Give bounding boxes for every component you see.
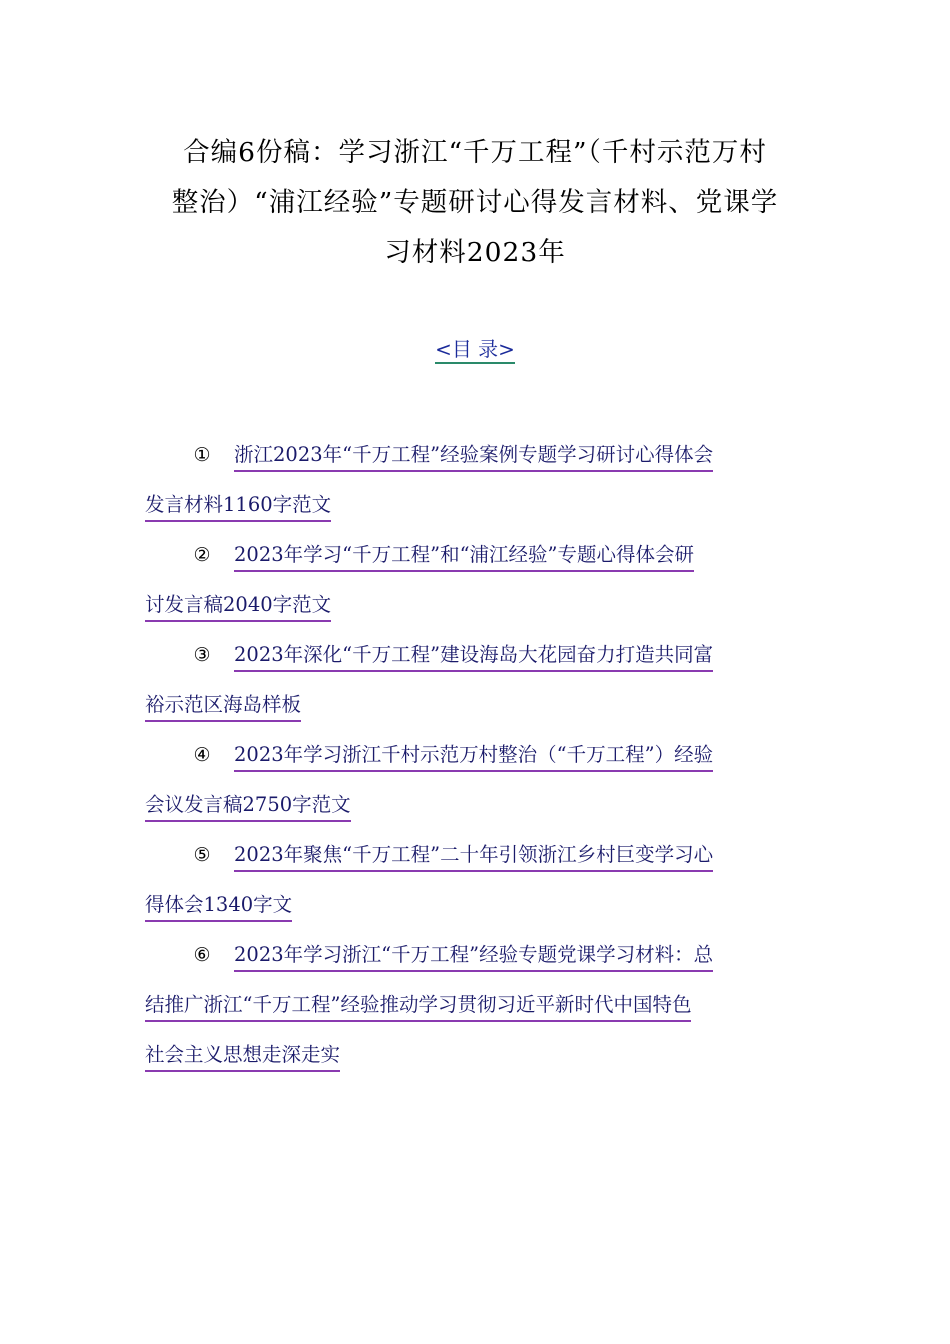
entry-line: 结推广浙江“千万工程”经验推动学习贯彻习近平新时代中国特色: [145, 990, 691, 1022]
title-line: 合编6份稿：学习浙江“千万工程”（千村示范万村: [183, 137, 767, 168]
title-line: 整治）“浦江经验”专题研讨心得发言材料、党课学: [171, 187, 779, 218]
entry-line: 2023年学习“千万工程”和“浦江经验”专题心得体会研: [234, 540, 694, 572]
entry-number: ②: [193, 544, 211, 566]
entry-line: 2023年聚焦“千万工程”二十年引领浙江乡村巨变学习心: [234, 840, 713, 872]
entry-line: 社会主义思想走深走实: [145, 1040, 340, 1072]
entry-line: 2023年深化“千万工程”建设海岛大花园奋力打造共同富: [234, 640, 713, 672]
entry-line: 得体会1340字文: [145, 890, 292, 922]
entry-line: 讨发言稿2040字范文: [145, 590, 331, 622]
entry-number: ④: [193, 744, 211, 766]
toc-heading-link[interactable]: <目 录>: [435, 337, 515, 364]
entry-line: 浙江2023年“千万工程”经验案例专题学习研讨心得体会: [234, 440, 713, 472]
entry-number: ⑤: [193, 844, 211, 866]
entry-number: ①: [193, 444, 211, 466]
entry-line: 裕示范区海岛样板: [145, 690, 301, 722]
entry-line: 2023年学习浙江千村示范万村整治（“千万工程”）经验: [234, 740, 713, 772]
entry-line: 2023年学习浙江“千万工程”经验专题党课学习材料：总: [234, 940, 713, 972]
entry-number: ⑥: [193, 944, 211, 966]
entry-line: 发言材料1160字范文: [145, 490, 331, 522]
entry-number: ③: [193, 644, 211, 666]
toc-heading: [0, 334, 950, 364]
document-title: [120, 128, 830, 278]
title-line: 习材料2023年: [384, 237, 566, 268]
entry-line: 会议发言稿2750字范文: [145, 790, 351, 822]
